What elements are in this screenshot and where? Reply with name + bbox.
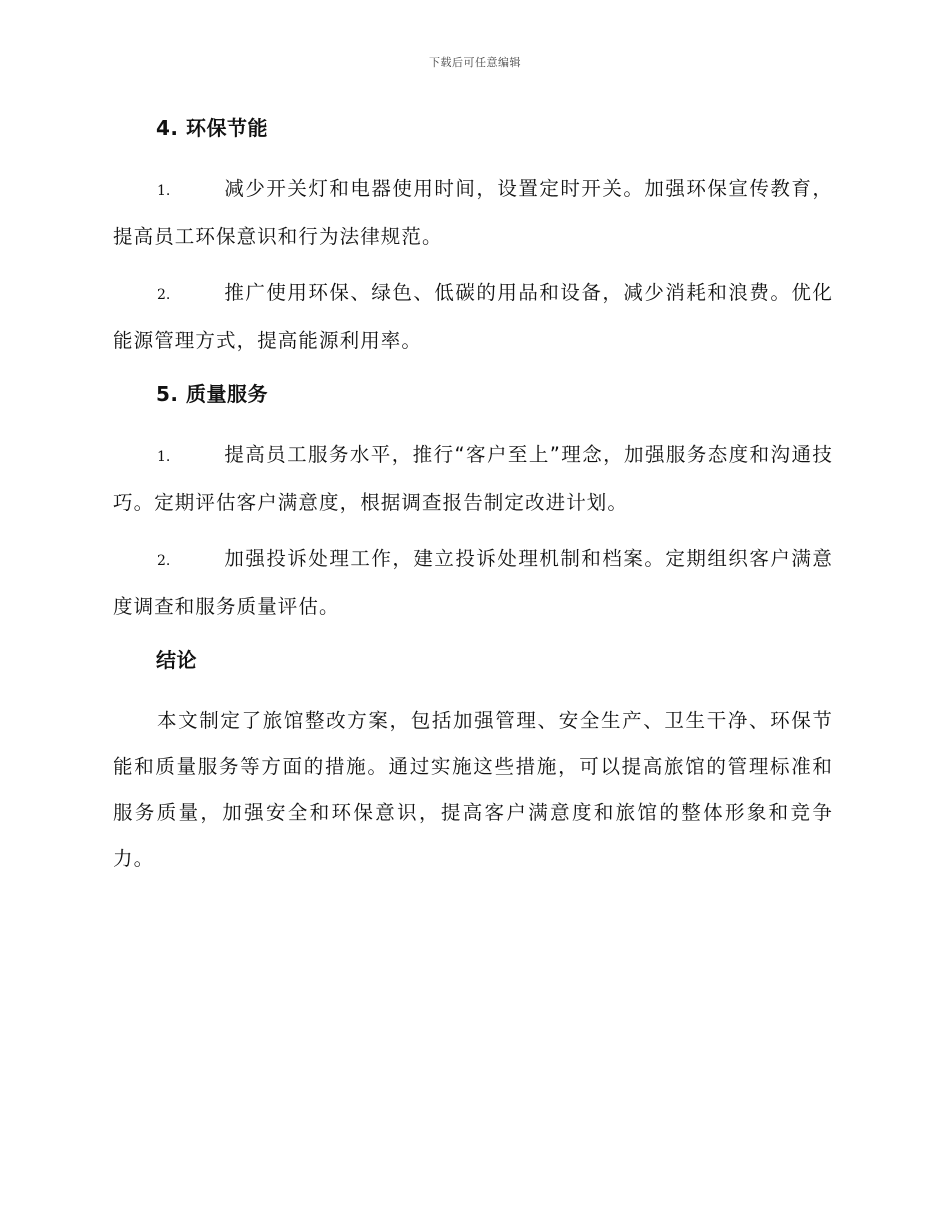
item-number: 1. [157, 449, 171, 465]
list-item [113, 270, 833, 364]
list-item [113, 536, 833, 630]
item-text: 减少开关灯和电器使用时间，设置定时开关。加强环保宣传教育，提高员工环保意识和行为法律规范。 [113, 177, 833, 248]
item-text: 推广使用环保、绿色、低碳的用品和设备，减少消耗和浪费。优化能源管理方式，提高能源利用率。 [113, 281, 833, 352]
item-number: 2. [157, 553, 171, 569]
list-item [113, 432, 833, 526]
item-text: 加强投诉处理工作，建立投诉处理机制和档案。定期组织客户满意度调查和服务质量评估。 [113, 547, 833, 618]
page-header: 下载后可任意编辑 [429, 56, 521, 69]
item-text: 提高员工服务水平，推行“客户至上”理念，加强服务态度和沟通技巧。定期评估客户满意度，根据调查报告制定改进计划。 [113, 443, 833, 514]
item-number: 2. [157, 287, 171, 303]
conclusion-text: 本文制定了旅馆整改方案，包括加强管理、安全生产、卫生干净、环保节能和质量服务等方面的措施。通过实施这些措施，可以提高旅馆的管理标准和服务质量，加强安全和环保意识，提高客户满意度和旅馆的整体形象和竞争力。 [113, 709, 833, 870]
section-heading-quality: 5. 质量服务 [156, 382, 268, 406]
list-item [113, 166, 833, 260]
conclusion-heading: 结论 [156, 648, 197, 672]
document-body [113, 108, 833, 892]
item-number: 1. [157, 183, 171, 199]
section-heading-environment: 4. 环保节能 [156, 116, 268, 140]
